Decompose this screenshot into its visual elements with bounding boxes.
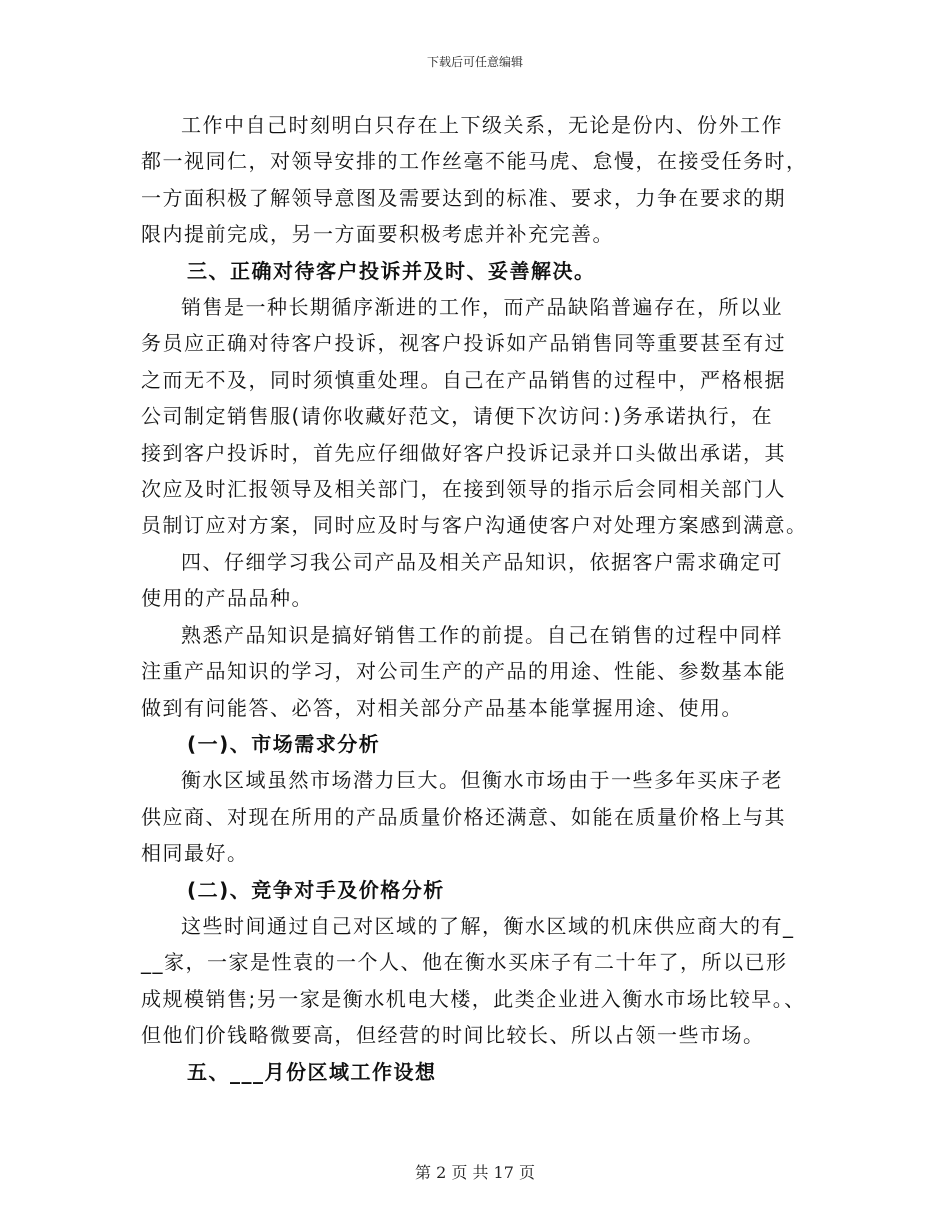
text-line: 一方面积极了解领导意图及需要达到的标准、要求，力争在要求的期 bbox=[141, 185, 786, 210]
section-heading-monthly-plan: 五、___月份区域工作设想 bbox=[187, 1059, 437, 1084]
paragraph-product-knowledge bbox=[141, 617, 813, 726]
text-line: 但他们价钱略微要高，但经营的时间比较长、所以占领一些市场。 bbox=[141, 1023, 765, 1048]
paragraph-competitors bbox=[141, 908, 813, 1054]
text-line: 做到有问能答、必答，对相关部分产品基本能掌握用途、使用。 bbox=[141, 695, 743, 720]
text-line: 次应及时汇报领导及相关部门，在接到领导的指示后会同相关部门人 bbox=[141, 477, 786, 502]
text-line: 注重产品知识的学习，对公司生产的产品的用途、性能、参数基本能 bbox=[141, 659, 786, 684]
text-line: 使用的产品品种。 bbox=[141, 586, 313, 611]
section-heading-complaints: 三、正确对待客户投诉并及时、妥善解决。 bbox=[187, 258, 596, 283]
page-header-note: 下载后可任意编辑 bbox=[426, 55, 523, 69]
text-line: 公司制定销售服(请你收藏好范文，请便下次访问：)务承诺执行，在 bbox=[141, 404, 774, 429]
text-line: 工作中自己时刻明白只存在上下级关系，无论是份内、份外工作 bbox=[181, 113, 783, 137]
text-line: 熟悉产品知识是搞好销售工作的前提。自己在销售的过程中同样 bbox=[181, 622, 783, 647]
text-line: 四、仔细学习我公司产品及相关产品知识，依据客户需求确定可 bbox=[181, 549, 783, 574]
page-number-footer: 第 2 页 共 17 页 bbox=[415, 1163, 535, 1182]
text-line: __家，一家是性袁的一个人、他在衡水买床子有二十年了，所以已形 bbox=[141, 950, 788, 975]
text-line: 务员应正确对待客户投诉，视客户投诉如产品销售同等重要甚至有过 bbox=[141, 331, 786, 356]
text-line: 这些时间通过自己对区域的了解，衡水区域的机床供应商大的有_ bbox=[181, 913, 795, 938]
paragraph-complaints bbox=[141, 289, 813, 544]
text-line: 员制订应对方案，同时应及时与客户沟通使客户对处理方案感到满意。 bbox=[141, 513, 808, 538]
paragraph-work-attitude bbox=[141, 107, 813, 253]
paragraph-section-four bbox=[141, 544, 813, 617]
text-line: 都一视同仁，对领导安排的工作丝毫不能马虎、怠慢，在接受任务时， bbox=[141, 149, 808, 174]
document-body bbox=[141, 107, 813, 1090]
section-heading-market-demand: (一)、市场需求分析 bbox=[187, 731, 381, 756]
text-line: 接到客户投诉时，首先应仔细做好客户投诉记录并口头做出承诺，其 bbox=[141, 440, 786, 465]
text-line: 成规模销售;另一家是衡水机电大楼，此类企业进入衡水市场比较早。、 bbox=[141, 986, 806, 1011]
text-line: 供应商、对现在所用的产品质量价格还满意、如能在质量价格上与其 bbox=[141, 804, 786, 829]
paragraph-market-demand bbox=[141, 762, 813, 871]
text-line: 相同最好。 bbox=[141, 841, 249, 866]
text-line: 之而无不及，同时须慎重处理。自己在产品销售的过程中，严格根据 bbox=[141, 367, 786, 392]
text-line: 衡水区域虽然市场潜力巨大。但衡水市场由于一些多年买床子老 bbox=[181, 768, 783, 793]
section-heading-competitors: (二)、竞争对手及价格分析 bbox=[187, 877, 445, 902]
text-line: 销售是一种长期循序渐进的工作，而产品缺陷普遍存在，所以业 bbox=[181, 295, 783, 320]
text-line: 限内提前完成，另一方面要积极考虑并补充完善。 bbox=[141, 222, 614, 247]
